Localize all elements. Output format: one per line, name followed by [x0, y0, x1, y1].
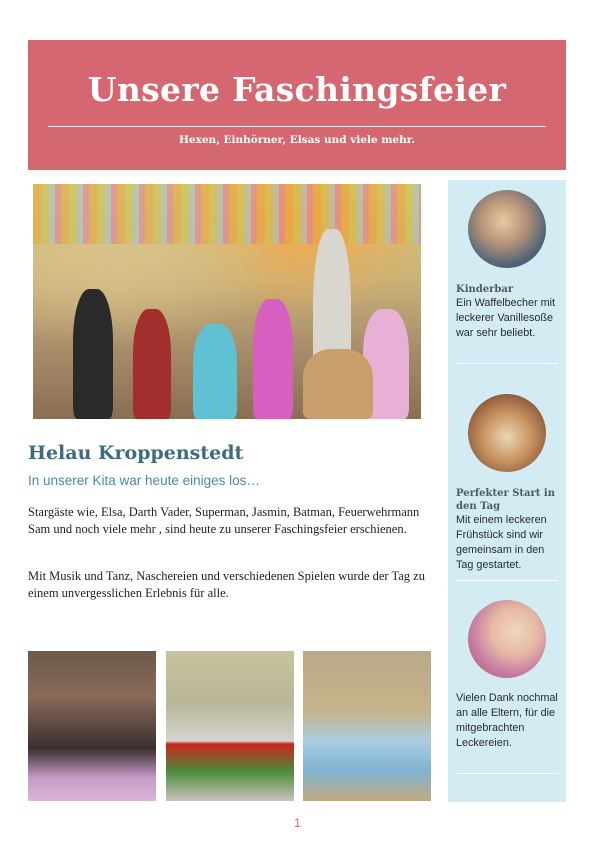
child-figure — [73, 289, 113, 419]
sidebar-divider — [456, 773, 558, 774]
child-figure — [303, 349, 373, 419]
photo-costumed-children — [28, 651, 156, 801]
article-paragraph: Mit Musik und Tanz, Naschereien und verschiedenen Spielen wurde der Tag zu einem unvergesslichen Erlebnis für alle. — [28, 569, 425, 600]
page-title: Unsere Faschingsfeier — [87, 70, 507, 109]
photo-elsa-costume — [303, 651, 431, 801]
photo-firefighter-costumes — [166, 651, 294, 801]
sidebar-divider — [456, 363, 558, 364]
page-number: 1 — [294, 816, 301, 830]
page-subtitle: Hexen, Einhörner, Elsas und viele mehr. — [179, 134, 415, 146]
child-figure — [253, 299, 293, 419]
photo-breakfast — [468, 394, 546, 472]
header-divider — [48, 126, 546, 127]
child-figure — [193, 324, 237, 419]
sidebar — [448, 180, 566, 802]
main-party-photo — [33, 184, 421, 419]
article-paragraph: Stargäste wie, Elsa, Darth Vader, Superman, Jasmin, Batman, Feuerwehrmann Sam und noch viele mehr , sind heute zu unserer Faschingsfeier erschienen. — [28, 505, 420, 536]
header-banner — [28, 40, 566, 170]
photo-kinderbar — [468, 190, 546, 268]
decoration-garland — [33, 184, 421, 244]
sidebar-text-thanks: Vielen Dank nochmal an alle Eltern, für die mitgebrachten Leckereien. — [456, 692, 558, 749]
sidebar-divider — [456, 580, 558, 581]
photo-girl-eating — [468, 600, 546, 678]
sidebar-text-kinderbar: Ein Waffelbecher mit leckerer Vanillesoße war sehr beliebt. — [456, 297, 556, 339]
article-subtitle: In unserer Kita war heute einiges los… — [28, 473, 260, 488]
sidebar-heading-breakfast: Perfekter Start in den Tag — [456, 488, 555, 512]
child-figure — [133, 309, 171, 419]
article-title: Helau Kroppenstedt — [28, 442, 244, 464]
sidebar-heading-kinderbar: Kinderbar — [456, 284, 514, 295]
sidebar-text-breakfast: Mit einem leckeren Frühstück sind wir gemeinsam in den Tag gestartet. — [456, 514, 547, 571]
